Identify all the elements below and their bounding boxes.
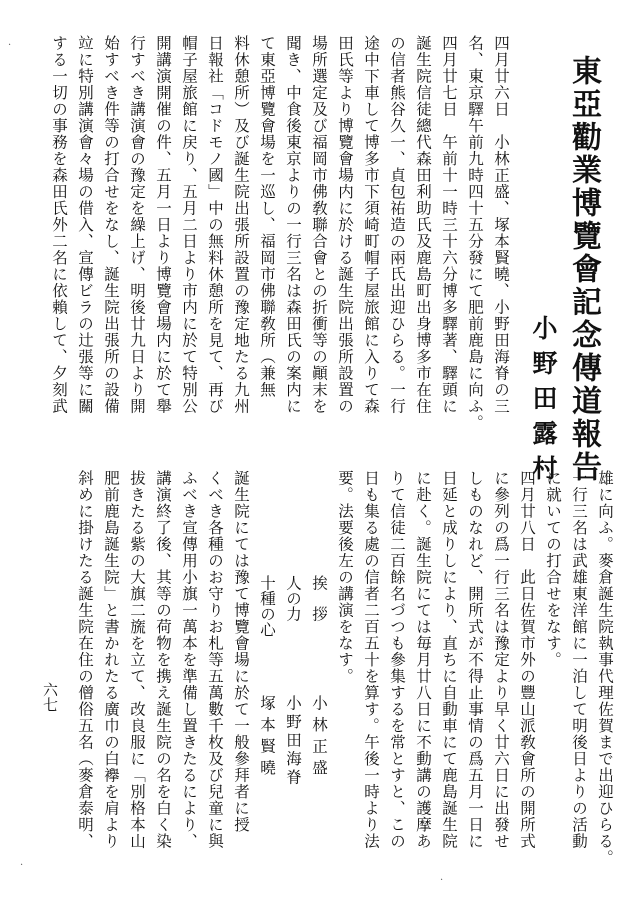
text-column: に就いての打合せをなす。 xyxy=(544,470,562,668)
scan-speck: · xyxy=(20,860,24,871)
text-column: 一行三名は武雄東洋館に一泊して明後日よりの活動 xyxy=(570,470,588,850)
text-column: 場所選定及び福岡市佛敎聯合會との折衝等の顚末を xyxy=(310,35,328,415)
text-column: 竝に特別講演會々場の借入、宣傳ビラの辻張等に關 xyxy=(76,35,94,415)
text-column: 講演終了後、其等の荷物を携え誕生院の名を白く染 xyxy=(154,470,172,850)
text-column: 途中下車して博多市下須崎町帽子屋旅館に入りて森 xyxy=(362,35,380,415)
text-column: に赴く。誕生院にては毎月廿八日に不動講の護摩あ xyxy=(414,470,432,850)
text-column: 四月廿八日 此日佐賀市外の豐山派敎會所の開所式 xyxy=(518,470,536,850)
report-title: 東亞勸業博覽會記念傳道報告 xyxy=(566,55,601,484)
talk-speaker: 小野田海脊 xyxy=(284,695,302,788)
text-column: 名、東京驛午前九時四十五分發にて肥前鹿島に向ふ。 xyxy=(466,35,484,431)
text-column: する一切の事務を森田氏外二名に依賴して、夕刻武 xyxy=(50,35,68,415)
text-column: 要。法要後左の講演をなす。 xyxy=(336,470,354,685)
text-column: 行すべき講演會の豫定を繰上げ、明後廿九日より開 xyxy=(128,35,146,415)
talk-speaker: 塚本賢曉 xyxy=(258,695,276,781)
text-column: しものなれど、開所式が不得止事情の爲五月一日に xyxy=(466,470,484,850)
scan-speck: · xyxy=(440,875,444,886)
text-column: 料休憩所）及び誕生院出張所設置の豫定地たる九州 xyxy=(232,35,250,415)
text-column: 開講演開催の件、五月一日より博覽會場内に於て舉 xyxy=(154,35,172,415)
text-column: 斜めに掛けたる誕生院在住の僧俗五名（麥倉泰明、 xyxy=(76,470,94,850)
text-column: 誕生院信徒總代森田利助氏及鹿島町出身博多市在住 xyxy=(414,35,432,415)
talk-title: 挨 拶 xyxy=(310,575,328,622)
text-column: の信者熊谷久一、貞包祐造の兩氏出迎ひらる。一行 xyxy=(388,35,406,415)
text-column: 日報社「コドモノ國」中の無料休憩所を見て、再び xyxy=(206,35,224,415)
text-column: 帽子屋旅館に戻り、五月二日より市内に於て特別公 xyxy=(180,35,198,415)
talk-title: 十種の心 xyxy=(258,575,276,637)
text-column: 四月廿六日 小林正盛、塚本賢曉、小野田海脊の三 xyxy=(492,35,510,415)
text-column: 聞き、中食後東京よりの一行三名は森田氏の案内に xyxy=(284,35,302,415)
text-column: 日延と成りしにより、直ちに自動車にて鹿島誕生院 xyxy=(440,470,458,850)
text-column: 田氏等より博覽會場内に於ける誕生院出張所設置の xyxy=(336,35,354,415)
talk-speaker: 小林正盛 xyxy=(310,695,328,781)
talk-title: 人の力 xyxy=(284,575,302,622)
text-column: 始すべき件等の打合せをなし、誕生院出張所の設備 xyxy=(102,35,120,415)
text-column: ふべき宣傳用小旗一萬本を準備し置きたるにより、 xyxy=(180,470,198,850)
text-column: に參列の爲一行三名は豫定より早く廿六日に出發せ xyxy=(492,470,510,850)
scan-speck: · xyxy=(8,40,12,51)
text-column: て東亞博覽會場を一巡し、福岡市佛聯敎所（兼無 xyxy=(258,35,276,398)
text-column: 誕生院にては豫て博覽會場に於て一般參拜者に授 xyxy=(232,470,250,833)
page-number: 六七 xyxy=(41,682,59,712)
text-column: くべき各種のお守りお札等五萬數千枚及び兒童に與 xyxy=(206,470,224,850)
author-name: 小野田露村 xyxy=(529,315,558,490)
text-column: 拔きたる紫の大旗二旒を立て、改良服に「別格本山 xyxy=(128,470,146,850)
text-column: 日も集る處の信者二百五十を算す。午後一時より法 xyxy=(362,470,380,850)
text-column: 雄に向ふ。麥倉誕生院執事代理佐賀まで出迎ひらる。 xyxy=(596,470,614,866)
text-column: りて信徒二百餘名づつも參集するを常とすと、この xyxy=(388,470,406,850)
text-column: 四月廿七日 午前十一時三十六分博多驛著、驛頭に xyxy=(440,35,458,415)
text-column: 肥前鹿島誕生院」と書かれたる廣巾の白襷を肩より xyxy=(102,470,120,850)
